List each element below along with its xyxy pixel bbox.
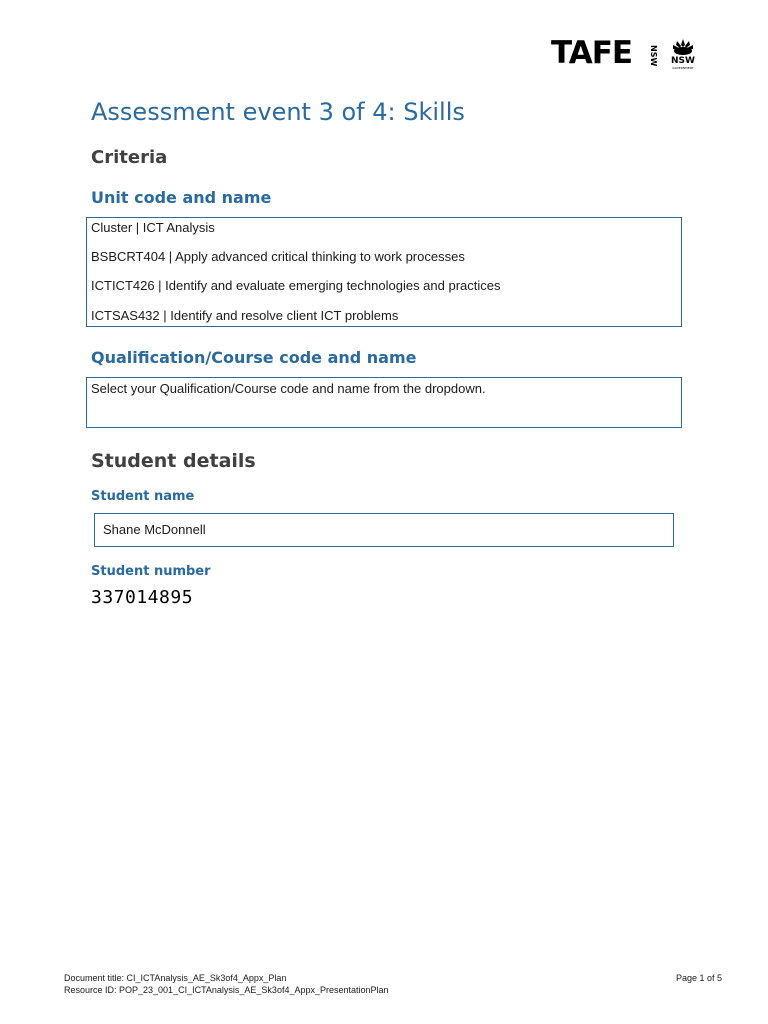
criteria-heading: Criteria [91, 147, 168, 168]
student-details-heading: Student details [91, 450, 256, 472]
logo-brand-sub: NSW [649, 45, 658, 67]
waratah-icon [669, 38, 697, 56]
student-number-label: Student number [91, 564, 211, 579]
student-name-field[interactable] [94, 513, 674, 547]
footer-resource-id: Resource ID: POP_23_001_CI_ICTAnalysis_AE_Sk3of4_Appx_PresentationPlan [64, 985, 389, 995]
student-name-label: Student name [91, 489, 195, 504]
unit-line: ICTSAS432 | Identify and resolve client ICT problems [91, 308, 399, 323]
unit-line: BSBCRT404 | Apply advanced critical thinking to work processes [91, 249, 465, 264]
footer-page-number: Page 1 of 5 [675, 973, 722, 983]
unit-heading: Unit code and name [91, 188, 272, 207]
nsw-government-logo [669, 38, 697, 72]
unit-line: Cluster | ICT Analysis [91, 220, 215, 235]
page-title: Assessment event 3 of 4: Skills [91, 98, 465, 126]
footer-document-info [64, 972, 389, 996]
student-name-value: Shane McDonnell [103, 522, 206, 537]
tafe-nsw-logo [551, 35, 697, 72]
footer-document-title: Document title: CI_ICTAnalysis_AE_Sk3of4_Appx_Plan [64, 973, 287, 983]
logo-gov-name: NSW [671, 56, 695, 66]
unit-line: ICTICT426 | Identify and evaluate emerging technologies and practices [91, 278, 501, 293]
logo-brand: TAFE [551, 35, 633, 71]
qualification-dropdown[interactable] [86, 377, 682, 428]
qualification-value: Select your Qualification/Course code and name from the dropdown. [91, 381, 486, 396]
unit-box [86, 217, 682, 327]
logo-gov-sub: GOVERNMENT [672, 66, 694, 70]
student-number-value[interactable]: 337014895 [91, 587, 194, 608]
qualification-heading: Qualification/Course code and name [91, 348, 417, 367]
